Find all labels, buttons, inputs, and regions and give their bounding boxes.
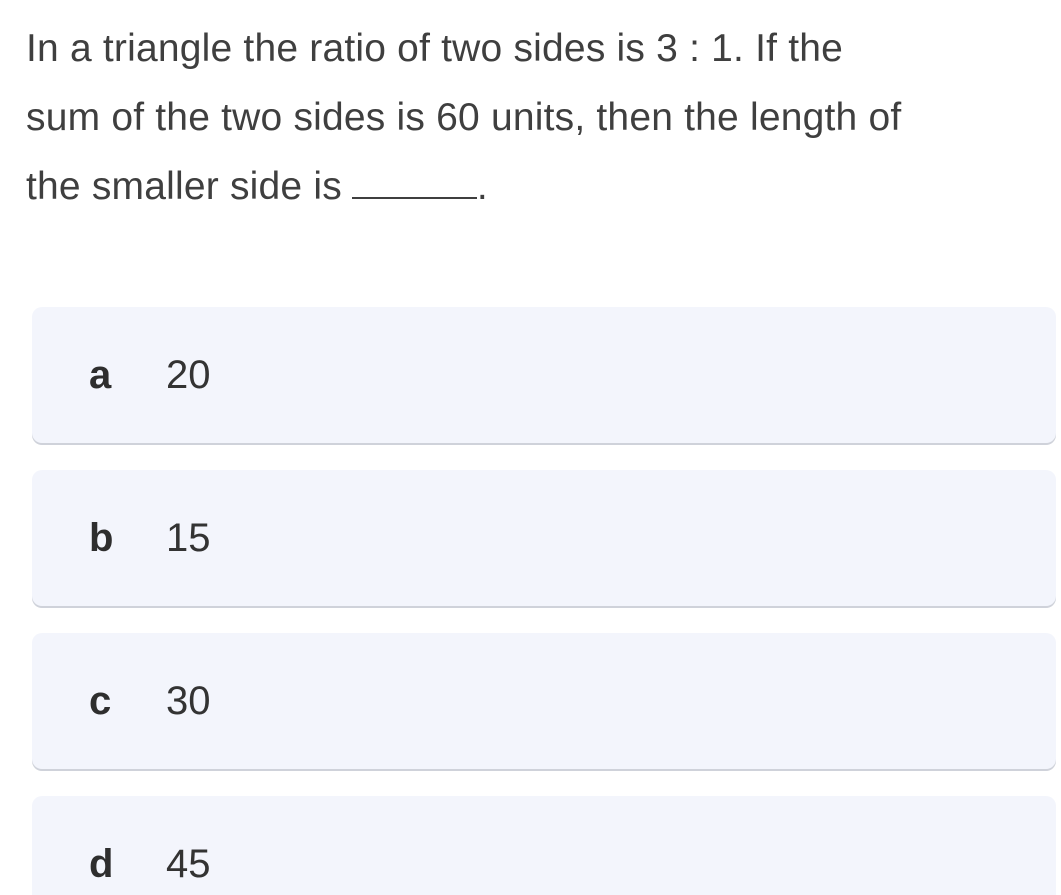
- option-letter: c: [89, 678, 112, 723]
- option-letter: d: [89, 841, 114, 886]
- answer-blank: [352, 189, 477, 199]
- option-letter: b: [89, 515, 114, 560]
- option-b[interactable]: [32, 470, 1056, 606]
- answer-options: [32, 307, 1056, 895]
- question-line-1: In a triangle the ratio of two sides is 3 : 1. If the: [26, 27, 844, 70]
- option-value: 30: [166, 678, 211, 723]
- option-value: 45: [166, 841, 211, 886]
- question-line-2: sum of the two sides is 60 units, then the length of: [26, 96, 902, 139]
- option-d[interactable]: [32, 796, 1056, 895]
- question-text: [26, 14, 1056, 221]
- option-value: 15: [166, 515, 211, 560]
- option-a[interactable]: [32, 307, 1056, 443]
- question-line-3: [26, 152, 1056, 221]
- question-line-3-text: the smaller side is: [26, 165, 342, 208]
- option-value: 20: [166, 352, 211, 397]
- option-letter: a: [89, 352, 112, 397]
- question-line-3-end: .: [476, 165, 488, 208]
- option-c[interactable]: [32, 633, 1056, 769]
